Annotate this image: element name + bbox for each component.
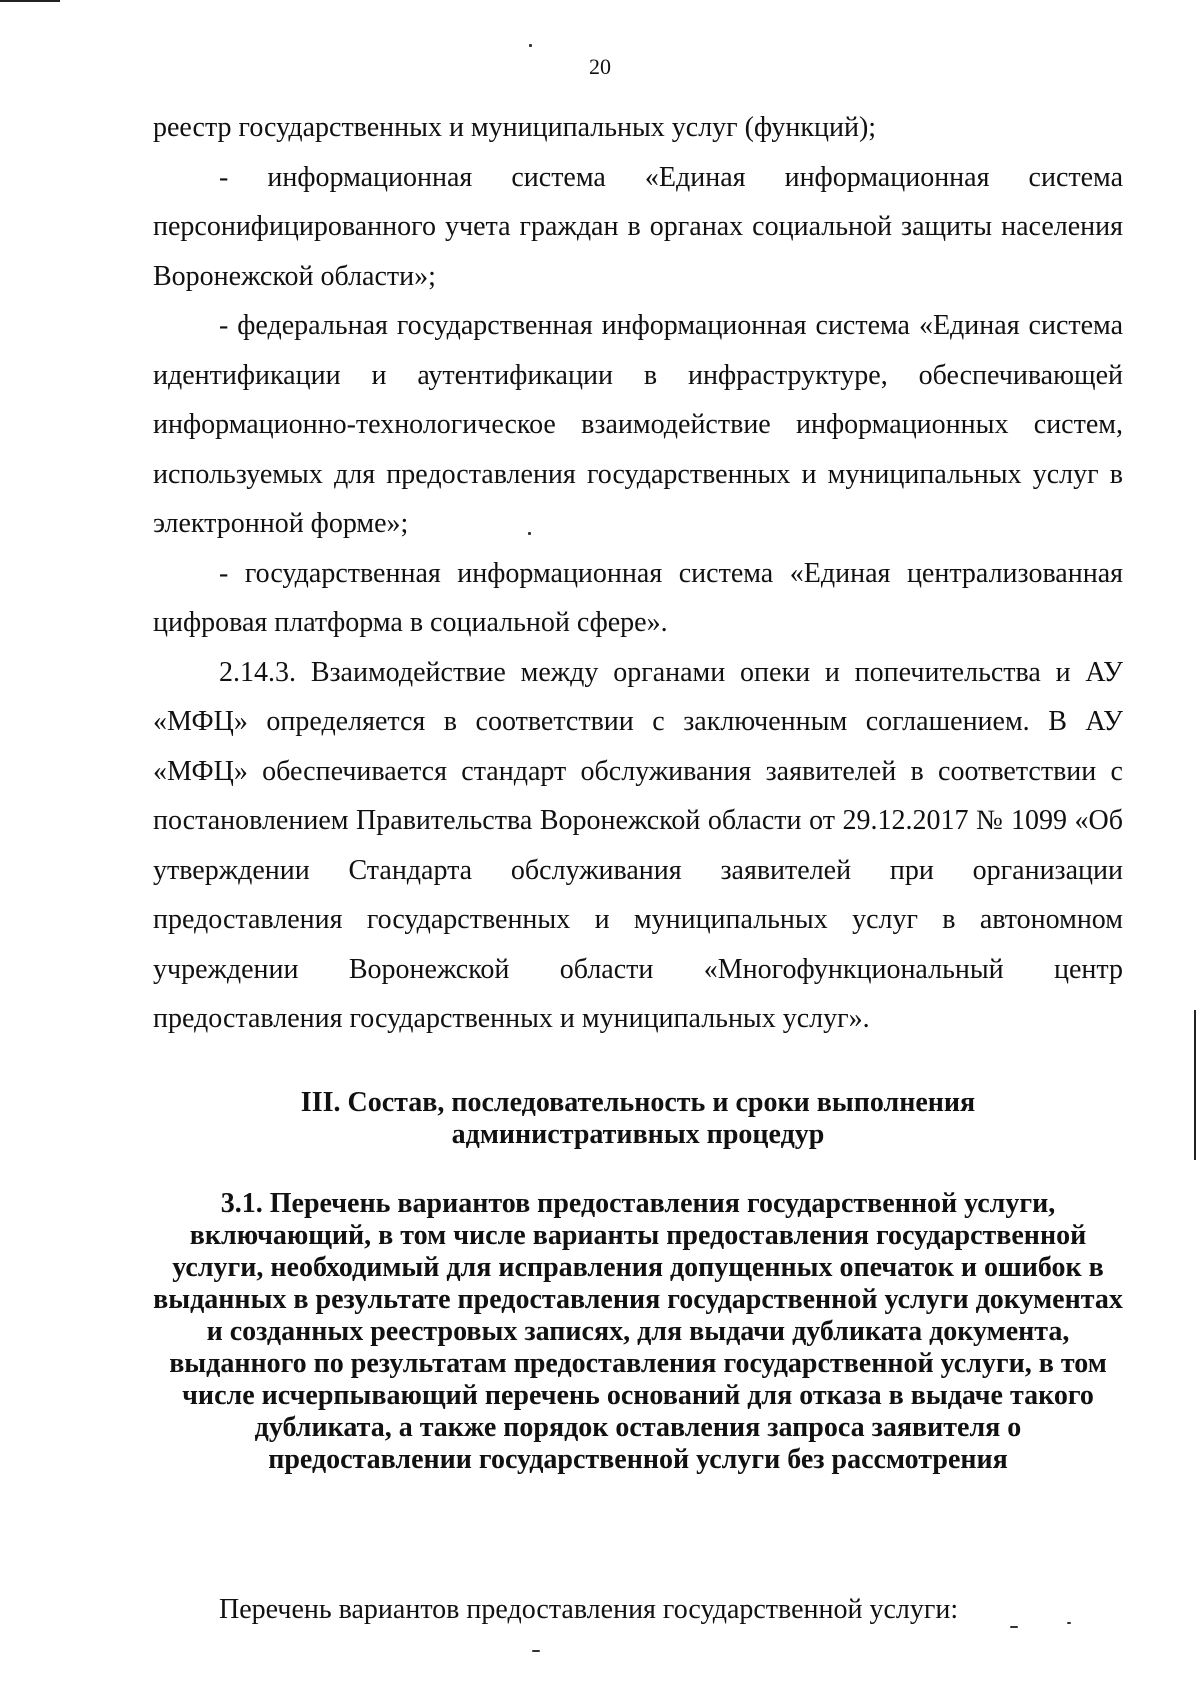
scan-edge-top [0,0,60,2]
section-heading-line: административных процедур [451,1119,825,1150]
scan-speck [532,1650,540,1652]
subsection-heading: 3.1. Перечень вариантов предоставления государственной услуги, включающий, в том числе варианты предоставления государственной услуги, необходимый для исправления допущенных опечаток и ошибок в выданных в результате предоставления государственной услуги документах и созданных реестровых записях, для выдачи дубликата документа, выданного по результатам предоставления государственной услуги, в том числе исчерпывающий перечень оснований для отказа в выдаче такого дубликата, а также порядок оставления запроса заявителя о предоставлении государственной услуги без рассмотрения [153,1188,1123,1475]
scan-speck [529,44,532,47]
paragraph-registry: реестр государственных и муниципальных услуг (функций); [153,112,877,143]
section-heading-line: III. Состав, последовательность и сроки выполнения [300,1087,976,1118]
paragraph-esia-system: - федеральная государственная информационная система «Единая система идентификации и аутентификации в инфраструктуре, обеспечивающей информационно-технологическое взаимодействие информационных систем, используемых для предоставления государственных и муниципальных услуг в электронной форме»; [153,310,1123,539]
paragraph-digital-platform: - государственная информационная система «Единая централизованная цифровая платформа в социальной сфере». [153,557,1123,638]
paragraph-2-14-3: 2.14.3. Взаимодействие между органами опеки и попечительства и АУ «МФЦ» определяется в соответствии с заключенным соглашением. В АУ «МФЦ» обеспечивается стандарт обслуживания заявителей в соответствии с постановлением Правительства Воронежской области от 29.12.2017 № 1099 «Об утверждении Стандарта обслуживания заявителей при организации предоставления государственных и муниципальных услуг в автономном учреждении Воронежской области «Многофункциональный центр предоставления государственных и муниципальных услуг». [153,656,1123,1034]
paragraph-personified-accounting-system: - информационная система «Единая информационная система персонифицированного учета граждан в органах социальной защиты населения Воронежской области»; [153,161,1123,292]
scan-edge-right [1194,1010,1196,1160]
section-heading [153,1087,1123,1151]
page-number: 20 [589,54,611,79]
body-text [153,103,1123,1044]
variants-list-intro: Перечень вариантов предоставления государственной услуги: [219,1594,959,1625]
